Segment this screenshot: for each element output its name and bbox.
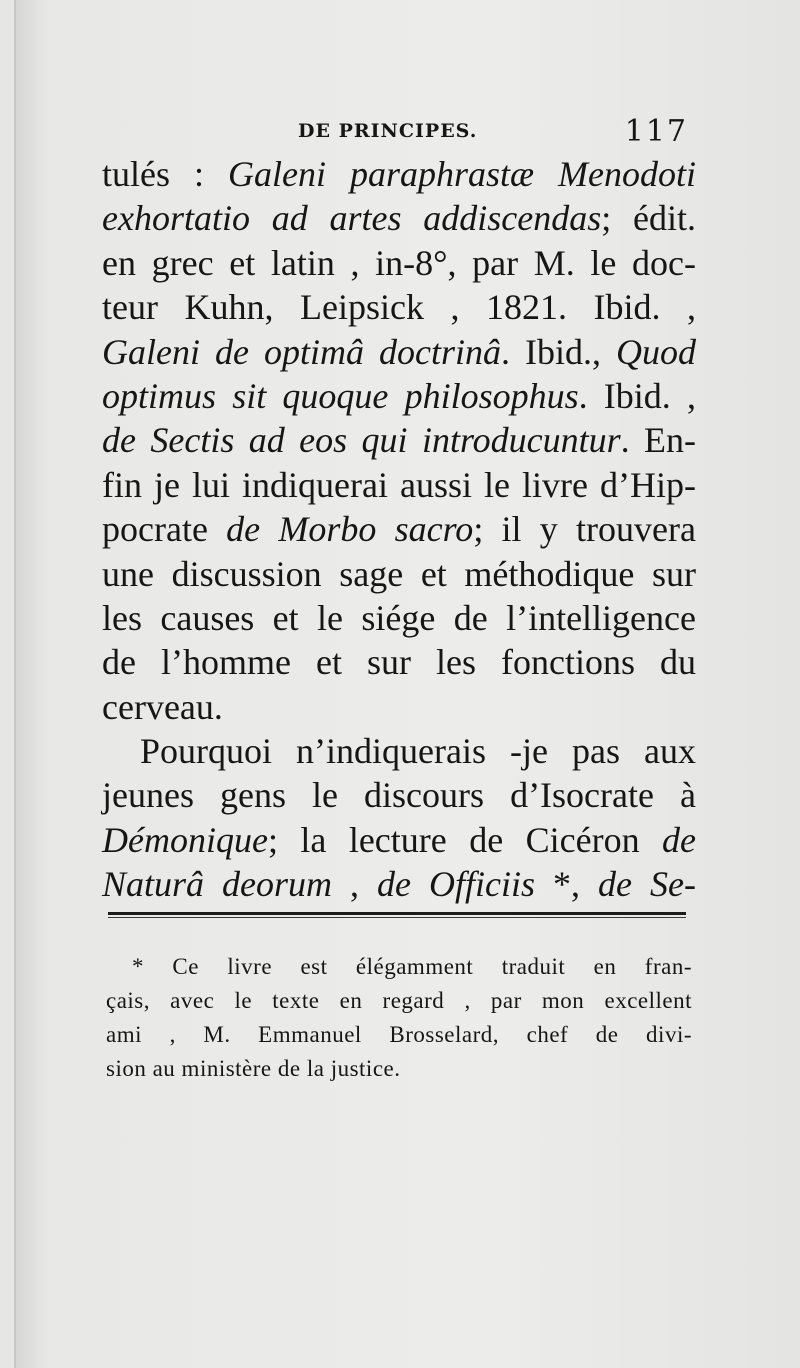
body-italic-segment: Quod xyxy=(616,331,696,372)
body-line xyxy=(102,685,696,729)
body-text-segment: , xyxy=(332,864,378,905)
main-text xyxy=(102,152,696,907)
body-line xyxy=(102,285,696,329)
body-line xyxy=(102,330,696,374)
body-text-segment: fin je lui indiquerai aussi le livre d’Hip- xyxy=(102,464,696,505)
body-italic-segment: de Officiis xyxy=(377,864,536,905)
body-text-segment: ; la lecture de Cicéron xyxy=(267,819,663,860)
footnote-rule-thick xyxy=(108,912,686,915)
body-italic-segment: Galeni paraphrastæ Menodoti xyxy=(228,154,696,194)
footnote-text-segment: sion au ministère de la justice. xyxy=(106,1056,401,1081)
body-text-segment: ; édit. xyxy=(601,198,696,239)
body-line xyxy=(102,862,696,906)
running-title: DE PRINCIPES. xyxy=(298,120,478,142)
body-line xyxy=(102,729,696,773)
body-italic-segment: exhortatio ad artes addiscendas xyxy=(102,198,602,239)
footnote-text-segment: * Ce livre est élégamment traduit en fran- xyxy=(132,954,692,979)
body-line xyxy=(102,463,696,507)
body-italic-segment: de xyxy=(662,819,696,860)
body-line xyxy=(102,241,696,285)
body-line xyxy=(102,507,696,551)
body-text-segment: ; il y trouvera xyxy=(473,509,696,550)
body-text-segment: une discussion sage et méthodique sur xyxy=(102,553,696,594)
body-italic-segment: Naturâ deorum xyxy=(102,864,333,905)
body-text-segment: *, xyxy=(535,864,599,905)
body-line xyxy=(102,596,696,640)
footnote-text-segment: çais, avec le texte en regard , par mon excellent xyxy=(106,988,692,1013)
body-line xyxy=(102,773,696,817)
body-text-segment: . Ibid. , xyxy=(578,375,696,416)
footnote-rule-thin xyxy=(108,917,686,918)
footnote-line xyxy=(106,950,692,984)
body-text-segment: les causes et le siége de l’intelligence xyxy=(102,597,696,638)
body-italic-segment: optimus sit quoque philosophus xyxy=(102,375,579,416)
body-italic-segment: de Morbo sacro xyxy=(226,509,474,550)
body-line xyxy=(102,418,696,462)
footnote-line xyxy=(106,1018,692,1052)
body-text-segment: tulés : xyxy=(102,154,228,194)
body-text-segment: jeunes gens le discours d’Isocrate à xyxy=(102,775,696,816)
body-italic-segment: de Se- xyxy=(598,864,696,905)
body-line xyxy=(102,152,696,196)
body-text-segment: cerveau. xyxy=(102,686,223,727)
body-text-segment: en grec et latin , in-8°, par M. le doc- xyxy=(102,242,696,283)
body-italic-segment: Démonique xyxy=(102,819,268,860)
body-text-segment: pocrate xyxy=(102,509,227,550)
body-text-segment: de l’homme et sur les fonctions du xyxy=(102,642,696,683)
body-text-segment: . En- xyxy=(620,420,697,461)
body-line xyxy=(102,552,696,596)
body-line xyxy=(102,196,696,240)
body-line xyxy=(102,374,696,418)
body-italic-segment: de Sectis ad eos qui introducuntur xyxy=(102,420,621,461)
body-line xyxy=(102,818,696,862)
body-text-segment: Pourquoi n’indiquerais -je pas aux xyxy=(140,731,696,772)
footnote-line xyxy=(106,984,692,1018)
footnote-rule xyxy=(108,912,686,920)
footnote xyxy=(106,950,692,1086)
footnote-line xyxy=(106,1052,692,1086)
body-text-segment: teur Kuhn, Leipsick , 1821. Ibid. , xyxy=(102,287,696,328)
page-number: 117 xyxy=(624,114,688,149)
body-italic-segment: Galeni de optimâ doctrinâ xyxy=(102,331,501,372)
footnote-text-segment: ami , M. Emmanuel Brosselard, chef de divi- xyxy=(106,1022,692,1047)
body-line xyxy=(102,640,696,684)
running-header xyxy=(298,116,688,150)
body-text-segment: . Ibid., xyxy=(500,331,616,372)
